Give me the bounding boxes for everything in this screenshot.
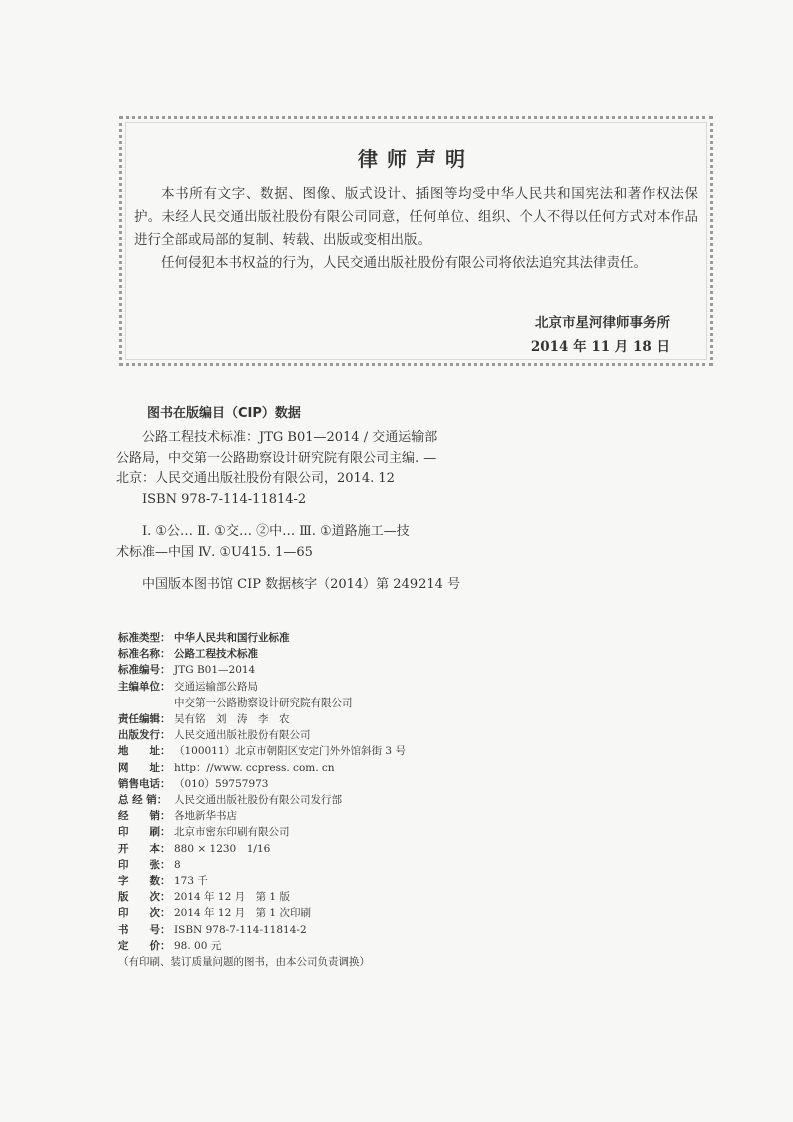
detail-label: 标准类型： bbox=[118, 632, 171, 644]
detail-row bbox=[118, 905, 538, 921]
detail-row bbox=[118, 873, 538, 889]
lawyer-statement-body bbox=[134, 183, 698, 275]
detail-value: 人民交通出版社股份有限公司发行部 bbox=[174, 794, 342, 807]
lawyer-statement-paragraph: 任何侵犯本书权益的行为，人民交通出版社股份有限公司将依法追究其法律责任。 bbox=[161, 255, 647, 271]
cip-spacer bbox=[116, 510, 476, 522]
detail-value: 交通运输部公路局 bbox=[174, 680, 258, 693]
detail-label: 地 址： bbox=[118, 745, 171, 758]
detail-row bbox=[118, 808, 538, 824]
detail-row bbox=[118, 776, 538, 792]
cip-data-block bbox=[116, 428, 476, 596]
detail-row bbox=[118, 646, 538, 662]
detail-value: 各地新华书店 bbox=[174, 810, 237, 823]
detail-value: 吴有铭 刘 涛 李 农 bbox=[174, 713, 290, 726]
publication-details bbox=[118, 630, 538, 970]
detail-row bbox=[118, 792, 538, 808]
detail-row bbox=[118, 841, 538, 857]
cip-line: 公路工程技术标准：JTG B01—2014 / 交通运输部 bbox=[142, 430, 438, 445]
detail-label: 印 张： bbox=[118, 858, 171, 871]
detail-label: 定 价： bbox=[118, 939, 171, 952]
detail-value: 人民交通出版社股份有限公司 bbox=[174, 729, 311, 742]
detail-row bbox=[118, 711, 538, 727]
detail-value: http：//www. ccpress. com. cn bbox=[174, 761, 335, 774]
cip-line: 中国版本图书馆 CIP 数据核字（2014）第 249214 号 bbox=[142, 577, 461, 592]
detail-row bbox=[118, 743, 538, 759]
statement-date: 2014 年 11 月 18 日 bbox=[530, 339, 670, 355]
detail-label: 字 数： bbox=[118, 875, 171, 888]
detail-label: 版 次： bbox=[118, 891, 171, 904]
detail-row bbox=[118, 824, 538, 840]
detail-row bbox=[118, 662, 538, 678]
detail-value: 2014 年 12 月 第 1 次印刷 bbox=[174, 907, 311, 920]
cip-line: 术标准—中国 Ⅳ. ①U415. 1—65 bbox=[116, 544, 313, 560]
detail-row bbox=[118, 857, 538, 873]
detail-row bbox=[118, 630, 538, 646]
detail-value: 公路工程技术标准 bbox=[174, 648, 258, 661]
detail-label: 网 址： bbox=[118, 761, 171, 774]
detail-value: 173 千 bbox=[174, 875, 208, 888]
detail-label: 标准编号： bbox=[118, 664, 171, 677]
detail-row bbox=[118, 889, 538, 905]
detail-row bbox=[118, 938, 538, 954]
detail-row bbox=[118, 727, 538, 743]
detail-row bbox=[118, 760, 538, 776]
detail-value: ISBN 978-7-114-11814-2 bbox=[174, 923, 307, 936]
cip-line: 公路局，中交第一公路勘察设计研究院有限公司主编. — bbox=[116, 450, 437, 466]
lawyer-statement-paragraph: 本书所有文字、数据、图像、版式设计、插图等均受中华人民共和国宪法和著作权法保护。未经人民交通出版社股份有限公司同意，任何单位、组织、个人不得以任何方式对本作品进行全部或局部的复制、转载、出版或变相出版。 bbox=[134, 186, 698, 248]
detail-label: 印 刷： bbox=[118, 826, 171, 839]
detail-row bbox=[118, 922, 538, 938]
lawyer-statement-box bbox=[119, 116, 713, 366]
detail-label: 开 本： bbox=[118, 842, 171, 855]
detail-value: 北京市密东印刷有限公司 bbox=[174, 826, 290, 839]
detail-label: 标准名称： bbox=[118, 648, 171, 661]
cip-line: 北京：人民交通出版社股份有限公司，2014. 12 bbox=[116, 471, 395, 486]
detail-value: 8 bbox=[174, 858, 181, 871]
cip-line: ISBN 978-7-114-11814-2 bbox=[142, 491, 307, 507]
detail-value: 2014 年 12 月 第 1 版 bbox=[174, 891, 290, 904]
detail-label: 责任编辑： bbox=[118, 713, 171, 726]
lawyer-signature bbox=[531, 311, 670, 359]
detail-row bbox=[118, 695, 538, 711]
detail-label: 主编单位： bbox=[118, 680, 171, 693]
law-firm-name: 北京市星河律师事务所 bbox=[535, 315, 670, 331]
detail-value: 98. 00 元 bbox=[174, 939, 222, 952]
lawyer-statement-title: 律师声明 bbox=[358, 147, 474, 171]
cip-line: Ⅰ. ①公… Ⅱ. ①交… ②中… Ⅲ. ①道路施工—技 bbox=[142, 524, 410, 539]
detail-value: （100011）北京市朝阳区安定门外外馆斜街 3 号 bbox=[174, 745, 406, 758]
detail-label: 总 经 销： bbox=[118, 794, 168, 807]
detail-label: 销售电话： bbox=[118, 777, 171, 790]
detail-value: （010）59757973 bbox=[174, 777, 269, 790]
detail-value: 中华人民共和国行业标准 bbox=[174, 632, 290, 644]
detail-value: 880 × 1230 1/16 bbox=[174, 842, 271, 855]
detail-label: 出版发行： bbox=[118, 729, 171, 742]
detail-label: 经 销： bbox=[118, 810, 171, 823]
detail-label: 印 次： bbox=[118, 907, 171, 920]
cip-heading: 图书在版编目（CIP）数据 bbox=[147, 406, 301, 421]
detail-value: 中交第一公路勘察设计研究院有限公司 bbox=[174, 696, 353, 709]
detail-value: JTG B01—2014 bbox=[174, 664, 256, 677]
cip-spacer bbox=[116, 563, 476, 575]
detail-row bbox=[118, 679, 538, 695]
detail-label: 书 号： bbox=[118, 923, 171, 936]
detail-footnote: （有印刷、装订质量问题的图书，由本公司负责调换） bbox=[118, 956, 370, 969]
